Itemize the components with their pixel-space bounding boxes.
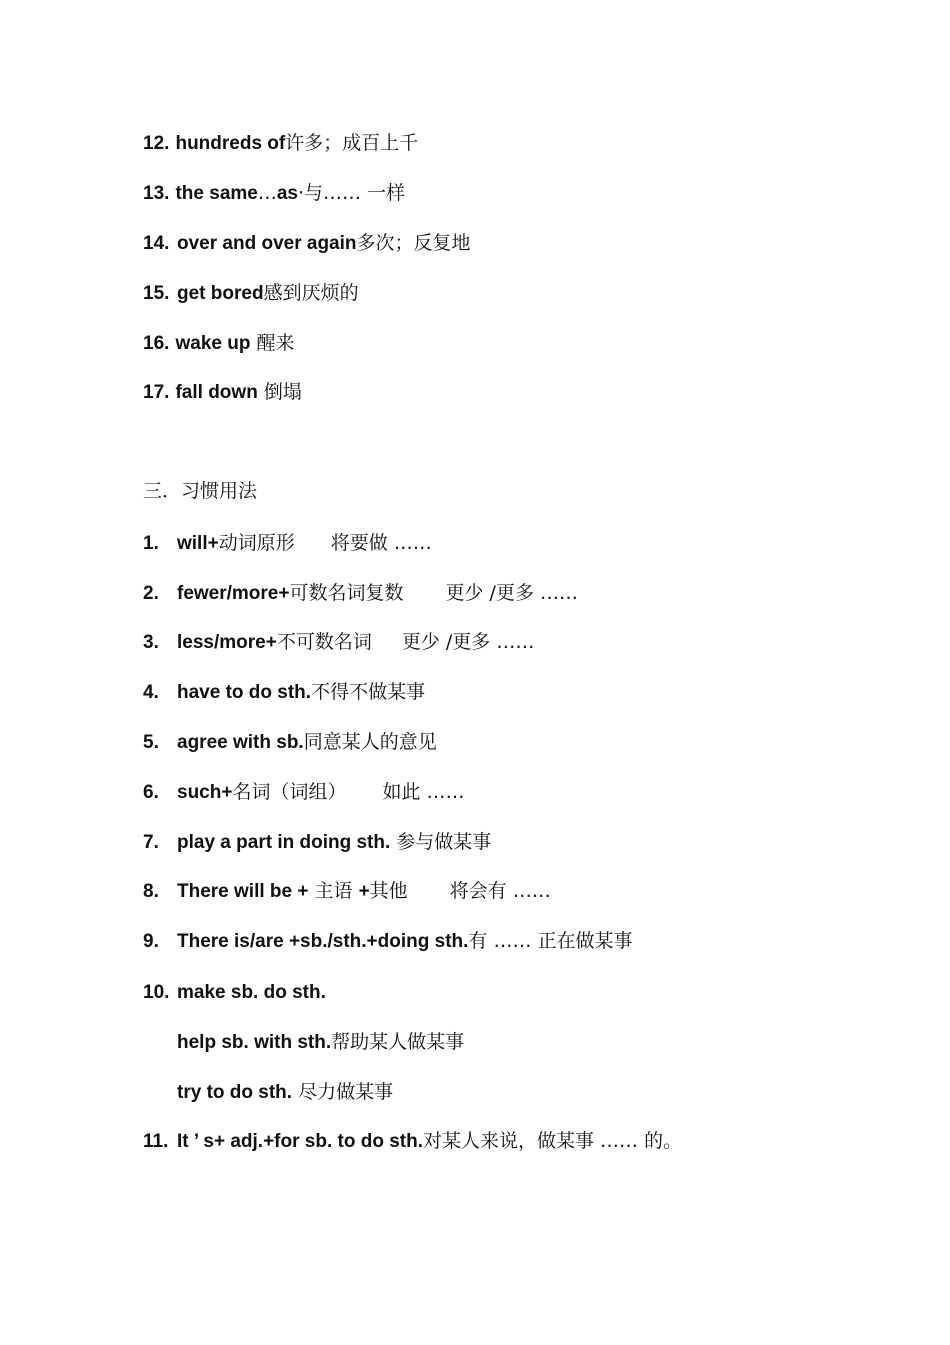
item-number: 3. (143, 632, 159, 653)
english-phrase: fall down (175, 382, 258, 403)
chinese-note: 其他 (369, 880, 408, 902)
chinese-meaning: 有 …… 正在做某事 (468, 930, 633, 952)
chinese-meaning: 感到厌烦的 (263, 282, 359, 304)
english-phrase: will+ (177, 533, 219, 554)
english-phrase: play a part in doing sth. (177, 832, 391, 853)
chinese-meaning: 更少 /更多 …… (401, 631, 535, 653)
english-phrase: try to do sth. (177, 1082, 293, 1103)
item-number: 16. (143, 333, 170, 354)
chinese-meaning: 参与做某事 (396, 831, 492, 853)
english-phrase: It ’ s+ adj.+for sb. to do sth. (177, 1131, 423, 1152)
chinese-meaning: 对某人来说，做某事 …… 的。 (422, 1130, 683, 1152)
chinese-meaning: ·与…… 一样 (297, 182, 406, 204)
item-number: 4. (143, 682, 159, 703)
chinese-meaning: 倒塌 (263, 381, 302, 403)
english-phrase: such+ (177, 782, 233, 803)
usage-item (143, 879, 551, 904)
chinese-meaning: 帮助某人做某事 (331, 1031, 465, 1053)
phrase-item (143, 281, 359, 306)
item-number: 14. (143, 233, 170, 254)
chinese-note: 可数名词复数 (289, 582, 404, 604)
chinese-meaning: 将会有 …… (449, 880, 551, 902)
english-phrase: make sb. do sth. (177, 982, 326, 1003)
usage-item (143, 730, 437, 755)
item-number: 9. (143, 931, 159, 952)
chinese-meaning: 将要做 …… (330, 532, 432, 554)
usage-item (143, 1129, 682, 1154)
phrase-item (143, 181, 405, 206)
english-phrase: fewer/more+ (177, 583, 290, 604)
chinese-meaning: 如此 …… (382, 781, 465, 803)
item-number: 12. (143, 133, 170, 154)
usage-item (143, 780, 465, 805)
item-number: 17. (143, 382, 170, 403)
ellipsis: … (257, 182, 277, 204)
english-phrase: There is/are +sb./sth.+doing sth. (177, 931, 469, 952)
english-phrase: the same (175, 183, 258, 204)
chinese-meaning: 更少 /更多 …… (445, 582, 578, 604)
item-number: 8. (143, 881, 159, 902)
usage-item (143, 581, 578, 606)
chinese-meaning: 不得不做某事 (311, 681, 426, 703)
english-phrase: less/more+ (177, 632, 277, 653)
chinese-note: 主语 (308, 880, 359, 902)
item-number: 6. (143, 782, 159, 803)
english-phrase: get bored (177, 283, 264, 304)
item-number: 5. (143, 732, 159, 753)
chinese-meaning: 醒来 (256, 332, 295, 354)
phrase-item (143, 331, 295, 356)
chinese-meaning: 许多；成百上千 (285, 132, 419, 154)
item-number: 1. (143, 533, 159, 554)
phrase-item (143, 131, 418, 156)
usage-item (143, 830, 491, 855)
phrase-item (143, 231, 471, 256)
item-number: 11. (143, 1131, 169, 1152)
chinese-note: 名词（词组） (232, 781, 347, 803)
english-phrase: as (276, 183, 298, 204)
english-phrase: There will be + (177, 881, 309, 902)
usage-item (143, 630, 534, 655)
english-phrase: wake up (175, 333, 251, 354)
usage-item (143, 980, 326, 1005)
item-number: 7. (143, 832, 159, 853)
item-number: 13. (143, 183, 170, 204)
item-number: 10. (143, 982, 170, 1003)
usage-subitem (177, 1030, 464, 1055)
chinese-meaning: 同意某人的意见 (303, 731, 437, 753)
plus-sign: + (358, 881, 370, 902)
item-number: 15. (143, 283, 170, 304)
english-phrase: have to do sth. (177, 682, 312, 703)
section-heading: 三．习惯用法 (143, 480, 258, 502)
usage-subitem (177, 1080, 393, 1105)
usage-item (143, 680, 425, 705)
chinese-note: 不可数名词 (276, 631, 372, 653)
english-phrase: hundreds of (175, 133, 286, 154)
chinese-meaning: 多次；反复地 (356, 232, 471, 254)
item-number: 2. (143, 583, 159, 604)
usage-item (143, 929, 633, 954)
english-phrase: agree with sb. (177, 732, 304, 753)
phrase-item (143, 380, 302, 405)
english-phrase: over and over again (177, 233, 357, 254)
usage-item (143, 531, 432, 556)
chinese-note: 动词原形 (218, 532, 295, 554)
english-phrase: help sb. with sth. (177, 1032, 332, 1053)
chinese-meaning: 尽力做某事 (298, 1081, 394, 1103)
